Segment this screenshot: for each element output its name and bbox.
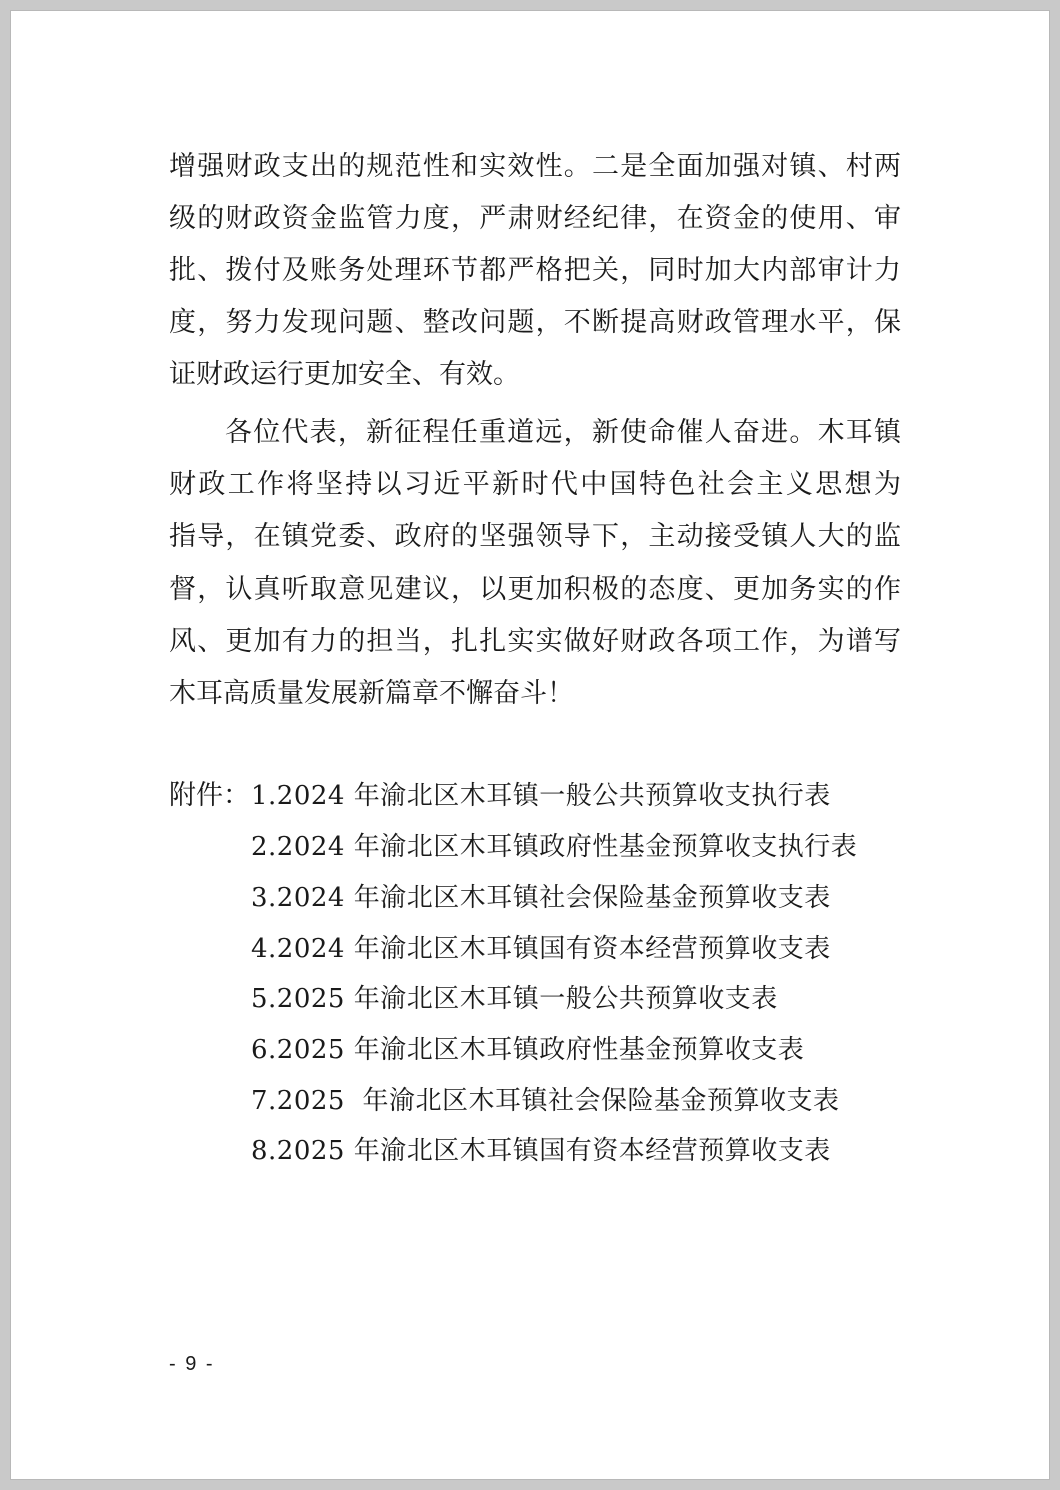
attachment-item-4: 4.2024 年渝北区木耳镇国有资本经营预算收支表: [251, 934, 831, 964]
paragraph-2-line-1: 各位代表，新征程任重道远，新使命催人奋进。木耳镇: [225, 417, 901, 448]
attachment-item-7: 7.2025 年渝北区木耳镇社会保险基金预算收支表: [251, 1086, 840, 1116]
attachment-item-5: 5.2025 年渝北区木耳镇一般公共预算收支表: [251, 984, 778, 1014]
attachment-item-1: 1.2024 年渝北区木耳镇一般公共预算收支执行表: [251, 781, 831, 811]
paragraph-1-line-2: 级的财政资金监管力度，严肃财经纪律，在资金的使用、审: [169, 203, 901, 234]
paragraph-2-line-2: 财政工作将坚持以习近平新时代中国特色社会主义思想为: [169, 469, 901, 500]
paragraph-2-line-5: 风、更加有力的担当，扎扎实实做好财政各项工作，为谱写: [169, 626, 901, 657]
paragraph-2-line-3: 指导，在镇党委、政府的坚强领导下，主动接受镇人大的监: [169, 521, 901, 552]
attachment-item-3: 3.2024 年渝北区木耳镇社会保险基金预算收支表: [251, 883, 831, 913]
page-number: - 9 -: [169, 1353, 215, 1375]
paragraph-2-line-4: 督，认真听取意见建议，以更加积极的态度、更加务实的作: [169, 574, 901, 605]
attachment-item-2: 2.2024 年渝北区木耳镇政府性基金预算收支执行表: [251, 832, 858, 862]
attachment-item-6: 6.2025 年渝北区木耳镇政府性基金预算收支表: [251, 1035, 805, 1065]
attachments-label: 附件：: [169, 780, 250, 811]
paragraph-1-line-1: 增强财政支出的规范性和实效性。二是全面加强对镇、村两: [169, 151, 901, 182]
paragraph-1-line-5: 证财政运行更加安全、有效。: [169, 359, 520, 390]
attachment-item-8: 8.2025 年渝北区木耳镇国有资本经营预算收支表: [251, 1136, 831, 1166]
document-page: [10, 10, 1050, 1480]
paragraph-1-line-3: 批、拨付及账务处理环节都严格把关，同时加大内部审计力: [169, 255, 901, 286]
paragraph-2-line-6: 木耳高质量发展新篇章不懈奋斗！: [169, 678, 574, 709]
paragraph-1-line-4: 度，努力发现问题、整改问题，不断提高财政管理水平，保: [169, 307, 901, 338]
